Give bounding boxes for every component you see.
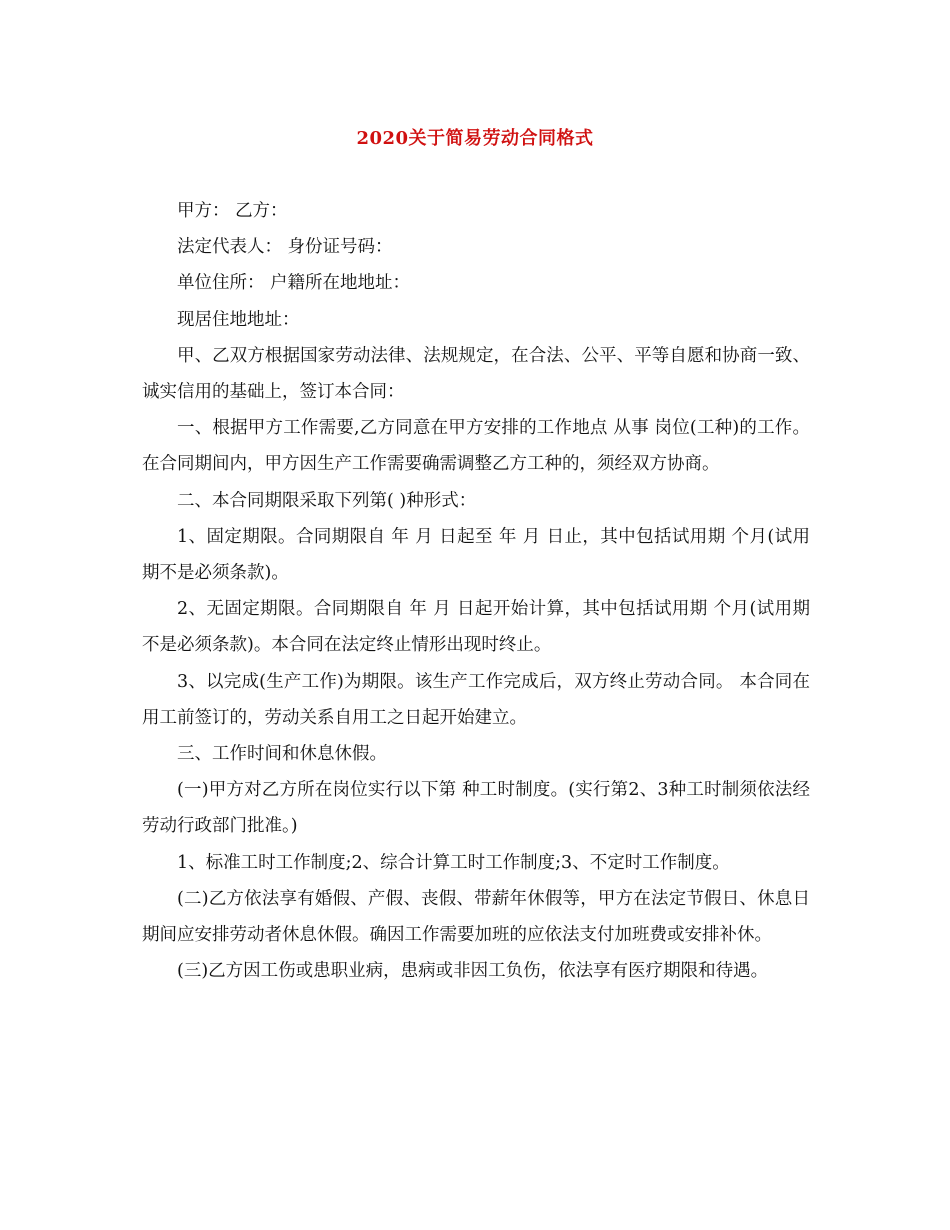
paragraph-clause-2-1: 1、固定期限。合同期限自 年 月 日起至 年 月 日止，其中包括试用期 个月(试用期不是必须条款)。 (142, 526, 810, 584)
paragraph-clause-3-c: (三)乙方因工伤或患职业病，患病或非因工负伤，依法享有医疗期限和待遇。 (177, 961, 769, 982)
document-body (142, 193, 810, 989)
paragraph-representative: 法定代表人： 身份证号码： (177, 237, 393, 258)
paragraph-preamble: 甲、乙双方根据国家劳动法律、法规规定，在合法、公平、平等自愿和协商一致、诚实信用的基础上，签订本合同： (142, 345, 810, 403)
paragraph-clause-3-a: (一)甲方对乙方所在岗位实行以下第 种工时制度。(实行第2、3种工时制须依法经劳动行政部门批准。) (142, 780, 810, 837)
paragraph-clause-2-2: 2、无固定期限。合同期限自 年 月 日起开始计算，其中包括试用期 个月(试用期不是必须条款)。本合同在法定终止情形出现时终止。 (142, 599, 810, 656)
paragraph-clause-3-options: 1、标准工时工作制度;2、综合计算工时工作制度;3、不定时工作制度。 (177, 852, 730, 873)
paragraph-clause-3: 三、工作时间和休息休假。 (177, 744, 387, 765)
paragraph-clause-3-b: (二)乙方依法享有婚假、产假、丧假、带薪年休假等，甲方在法定节假日、休息日期间应安排劳动者休息休假。确因工作需要加班的应依法支付加班费或安排补休。 (142, 888, 810, 946)
document-title: 2020关于简易劳动合同格式 (356, 128, 594, 149)
paragraph-parties: 甲方： 乙方： (177, 201, 288, 221)
paragraph-clause-2-3: 3、以完成(生产工作)为期限。该生产工作完成后，双方终止劳动合同。 本合同在用工前签订的，劳动关系自用工之日起开始建立。 (142, 671, 810, 728)
paragraph-clause-2: 二、本合同期限采取下列第( )种形式： (177, 490, 477, 511)
paragraph-clause-1: 一、根据甲方工作需要,乙方同意在甲方安排的工作地点 从事 岗位(工种)的工作。在合同期间内，甲方因生产工作需要确需调整乙方工种的，须经双方协商。 (142, 418, 810, 475)
paragraph-address: 单位住所： 户籍所在地地址： (177, 273, 411, 294)
paragraph-residence: 现居住地地址： (177, 309, 300, 330)
